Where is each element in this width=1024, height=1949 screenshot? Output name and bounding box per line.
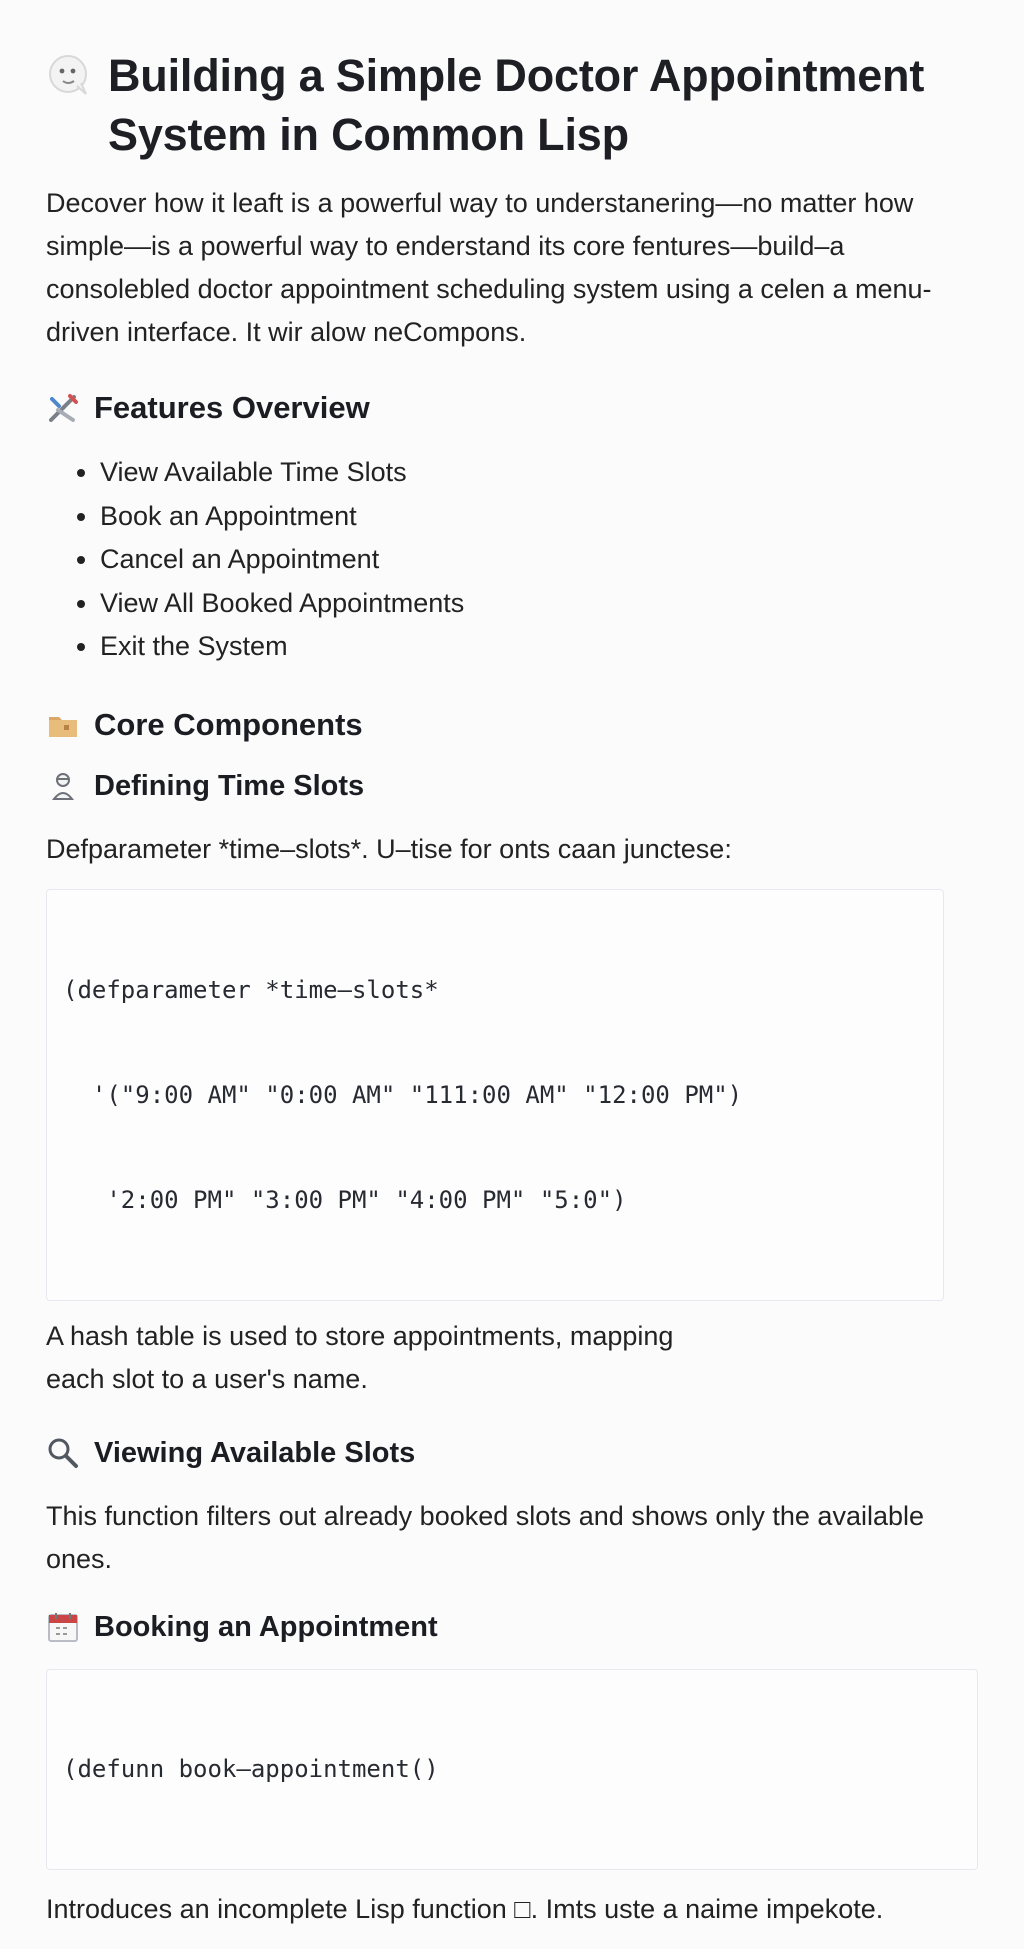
code-line: (defparameter *time–slots* <box>63 975 439 1004</box>
folder-icon <box>46 708 80 742</box>
booking-heading <box>46 1609 978 1645</box>
person-icon <box>46 769 80 803</box>
title-row <box>46 46 978 164</box>
booking-text: Introduces an incomplete Lisp function □. Imts uste a naime impekote. <box>46 1893 884 1924</box>
page-title: Building a Simple Doctor Appointment System in Common Lisp <box>108 50 925 160</box>
features-heading <box>46 389 978 427</box>
hash-table-note: A hash table is used to store appointments, mapping each slot to a user's name. <box>46 1320 674 1394</box>
core-components-heading <box>46 706 978 744</box>
speech-face-icon <box>46 52 94 100</box>
calendar-icon <box>46 1610 80 1644</box>
feature-item: • Cancel an Appointment <box>100 538 978 582</box>
viewing-slots-heading-text: Viewing Available Slots <box>94 1436 416 1469</box>
time-slots-heading <box>46 768 978 804</box>
viewing-slots-heading <box>46 1435 978 1471</box>
features-heading-text: Features Overview <box>94 390 370 425</box>
lead-paragraph: Decover how it leaft is a powerful way to understanering—no matter how simple—is a powerful way to enderstand its core fentures—build–a consolebled doctor appointment scheduling system using a celen a menu-driven interface. It wir alow neCompons. <box>46 188 932 347</box>
magnifier-icon <box>46 1436 80 1470</box>
core-components-heading-text: Core Components <box>94 706 363 742</box>
time-slots-heading-text: Defining Time Slots <box>94 769 365 802</box>
code-line: '2:00 PM" "3:00 PM" "4:00 PM" "5:0") <box>63 1185 627 1214</box>
code-line: (defunn book–appointment() <box>63 1754 439 1783</box>
feature-item: • View Available Time Slots <box>100 451 978 495</box>
document <box>46 46 978 1949</box>
booking-heading-text: Booking an Appointment <box>94 1610 438 1643</box>
time-slots-intro: Defparameter *time–slots*. U–tise for onts caan junctese: <box>46 833 732 864</box>
code-line: '("9:00 AM" "0:00 AM" "111:00 AM" "12:00 PM") <box>63 1080 743 1109</box>
viewing-slots-text: This function filters out already booked slots and shows only the available ones. <box>46 1500 925 1574</box>
booking-code-block <box>46 1669 978 1870</box>
feature-item: • View All Booked Appointments <box>100 582 978 626</box>
tools-icon <box>46 391 80 425</box>
time-slots-code-block <box>46 889 944 1301</box>
feature-item: • Book an Appointment <box>100 495 978 539</box>
features-list <box>46 451 978 669</box>
feature-item: • Exit the System <box>100 625 978 669</box>
